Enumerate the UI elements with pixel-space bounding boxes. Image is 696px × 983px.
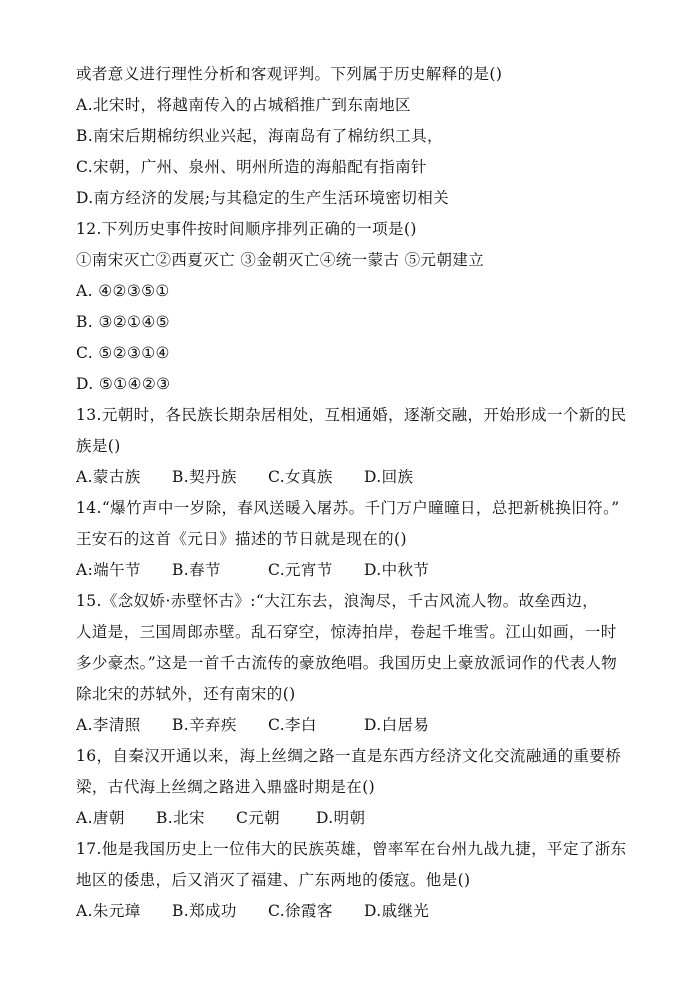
question-12-events: ①南宋灭亡②西夏灭亡 ③金朝灭亡④统一蒙古 ⑤元朝建立 <box>76 251 485 269</box>
question-16-option-c: C元朝 <box>236 809 281 827</box>
question-12-stem: 12.下列历史事件按时间顺序排列正确的一项是() <box>76 220 417 238</box>
question-16-options <box>76 803 636 834</box>
question-15-stem-line-3: 多少豪杰。”这是一首千古流传的豪放绝唱。我国历史上豪放派词作的代表人物 <box>76 654 618 672</box>
question-11-stem-tail: 或者意义进行理性分析和客观评判。下列属于历史解释的是() <box>76 65 503 83</box>
question-14-stem-line-1: 14.“爆竹声中一岁除，春风送暖入屠苏。千门万户曈曈日，总把新桃换旧符。” <box>76 499 620 517</box>
question-12-option-b: B. ③②①④⑤ <box>76 313 170 331</box>
question-14-stem-line-2: 王安石的这首《元日》描述的节日就是现在的() <box>76 530 407 548</box>
question-16-stem-line-1: 16，自秦汉开通以来，海上丝绸之路一直是东西方经济文化交流融通的重要桥 <box>76 747 622 765</box>
question-13-stem-line-2: 族是() <box>76 437 121 455</box>
question-17-option-b: B.郑成功 <box>172 902 237 920</box>
question-17-option-a: A.朱元璋 <box>76 902 141 920</box>
question-12-option-c: C. ⑤②③①④ <box>76 344 170 362</box>
question-16-stem-line-2: 梁，古代海上丝绸之路进入鼎盛时期是在() <box>76 778 376 796</box>
question-11-option-c: C.宋朝，广州、泉州、明州所造的海船配有指南针 <box>76 158 427 176</box>
question-13-option-a: A.蒙古族 <box>76 468 141 486</box>
question-15-stem-line-4: 除北宋的苏轼外，还有南宋的() <box>76 685 296 703</box>
question-11-option-b: B.南宋后期棉纺织业兴起，海南岛有了棉纺织工具， <box>76 127 443 145</box>
question-12-option-a: A. ④②③⑤① <box>76 282 170 300</box>
question-13-option-b: B.契丹族 <box>172 468 237 486</box>
question-17-stem-line-1: 17.他是我国历史上一位伟大的民族英雄，曾率军在台州九战九捷，平定了浙东 <box>76 840 627 858</box>
question-17-option-d: D.戚继光 <box>364 902 430 920</box>
question-14-option-d: D.中秋节 <box>364 561 430 579</box>
question-16-option-d: D.明朝 <box>316 809 366 827</box>
question-17-stem-line-2: 地区的倭患，后又消灭了福建、广东两地的倭寇。他是() <box>76 871 471 889</box>
question-14-option-a: A:端午节 <box>76 561 141 579</box>
question-15-options <box>76 710 636 741</box>
question-14-option-b: B.春节 <box>172 561 221 579</box>
question-17-option-c: C.徐霞客 <box>268 902 333 920</box>
question-13-options <box>76 462 636 493</box>
question-14-options <box>76 555 636 586</box>
question-13-option-c: C.女真族 <box>268 468 333 486</box>
question-13-stem-line-1: 13.元朝时，各民族长期杂居相处，互相通婚，逐渐交融，开始形成一个新的民 <box>76 406 627 424</box>
question-15-option-c: C.李白 <box>268 716 317 734</box>
question-14-option-c: C.元宵节 <box>268 561 333 579</box>
question-11-option-a: A.北宋时，将越南传入的占城稻推广到东南地区 <box>76 96 411 114</box>
question-13-option-d: D.回族 <box>364 468 414 486</box>
question-16-option-a: A.唐朝 <box>76 809 125 827</box>
question-17-options <box>76 896 636 927</box>
question-16-option-b: B.北宋 <box>156 809 205 827</box>
question-15-stem-line-1: 15.《念奴娇·赤壁怀古》:“大江东去，浪淘尽，千古风流人物。故垒西边， <box>76 592 599 610</box>
question-11-option-d: D.南方经济的发展;与其稳定的生产生活环境密切相关 <box>76 189 450 207</box>
question-12-option-d: D. ⑤①④②③ <box>76 375 171 393</box>
question-15-option-d: D.白居易 <box>364 716 430 734</box>
question-15-option-a: A.李清照 <box>76 716 141 734</box>
question-15-stem-line-2: 人道是，三国周郎赤壁。乱石穿空，惊涛拍岸，卷起千堆雪。江山如画，一时 <box>76 623 617 641</box>
question-15-option-b: B.辛弃疾 <box>172 716 237 734</box>
